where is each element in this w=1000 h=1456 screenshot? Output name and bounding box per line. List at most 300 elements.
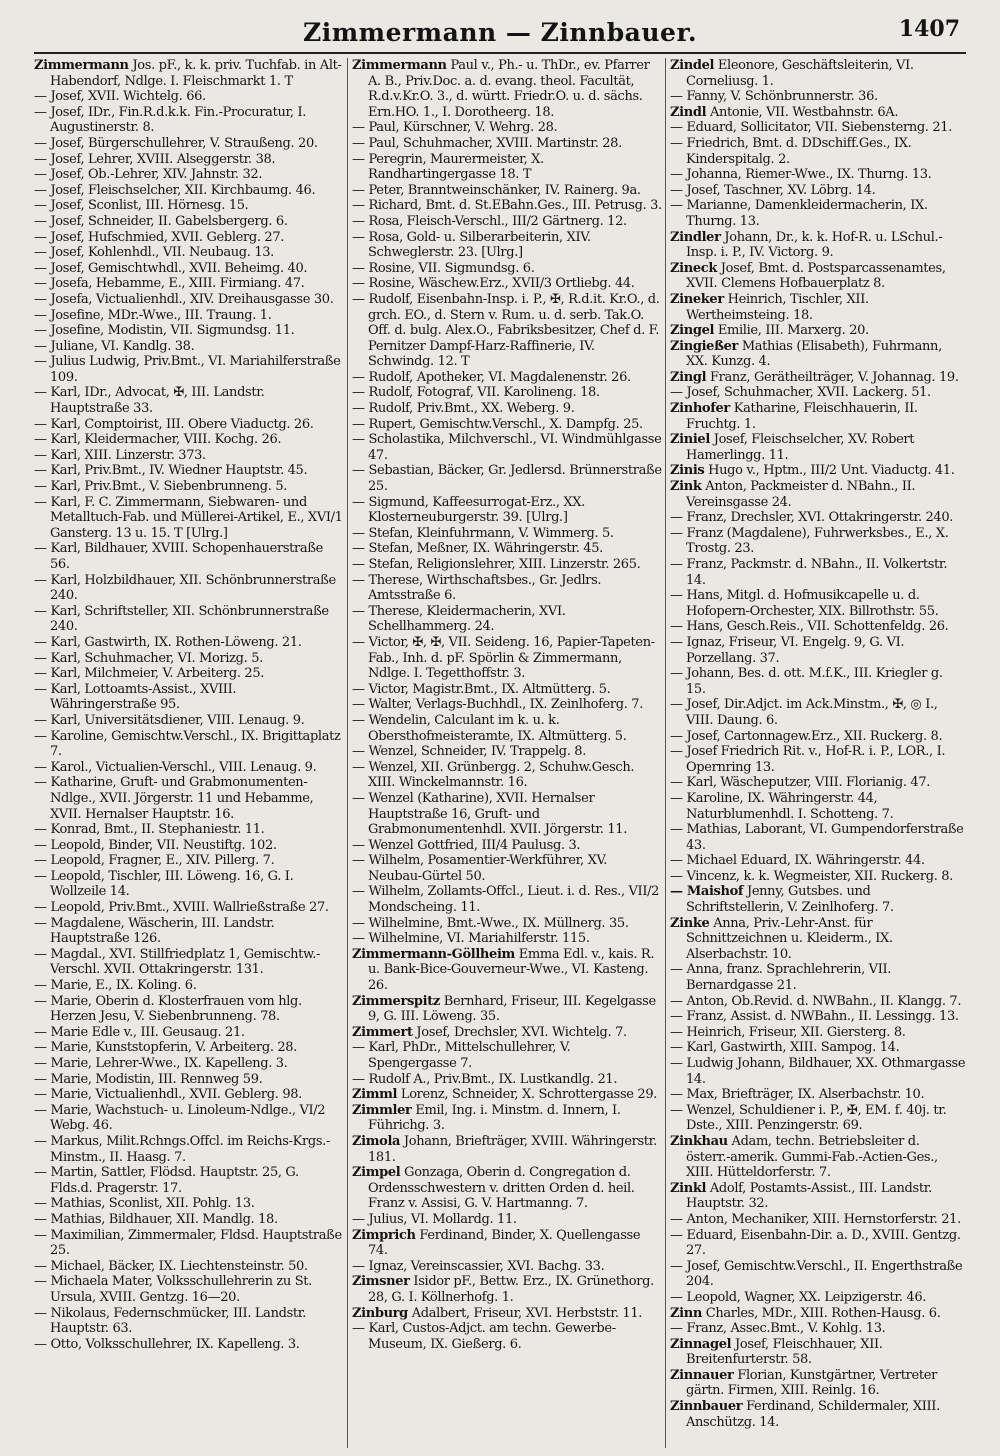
directory-entry xyxy=(352,1212,662,1228)
entry-text: Karl, Priv.Bmt., V. Siebenbrunneng. 5. xyxy=(50,479,288,495)
directory-entry xyxy=(34,1072,344,1088)
directory-entry xyxy=(352,495,662,526)
directory-entry xyxy=(670,1087,966,1103)
entry-text: Karl, IDr., Advocat, ✠, III. Landstr. Hauptstraße 33. xyxy=(50,385,265,417)
directory-entry xyxy=(670,916,966,963)
directory-entry xyxy=(670,198,966,229)
directory-entry xyxy=(34,323,344,339)
entry-ditto-dash: — xyxy=(34,1305,51,1321)
entry-text: Peregrin, Maurermeister, X. Randhartingergasse 18. T xyxy=(368,151,544,183)
directory-entry xyxy=(670,58,966,89)
entry-ditto-dash: — xyxy=(670,167,687,183)
entry-text: Josef, Kohlenhdl., VII. Neubaug. 13. xyxy=(50,245,274,261)
entry-text: Adam, techn. Betriebsleiter d. österr.-amerik. Gummi-Fab.-Actien-Ges., XIII. Hütteldorferstr. 7. xyxy=(686,1133,938,1181)
directory-entry xyxy=(352,370,662,386)
directory-entry xyxy=(34,167,344,183)
entry-text: Antonie, VII. Westbahnstr. 6A. xyxy=(706,104,899,120)
entry-text: Karoline, Gemischtw.Verschl., IX. Brigittaplatz 7. xyxy=(50,728,341,760)
directory-entry xyxy=(34,822,344,838)
entry-text: Therese, Kleidermacherin, XVI. Schellhammerg. 24. xyxy=(368,603,566,635)
entry-text: Leopold, Fragner, E., XIV. Pillerg. 7. xyxy=(50,853,275,869)
entry-text: Magdalene, Wäscherin, III. Landstr. Hauptstraße 126. xyxy=(50,915,275,947)
entry-ditto-dash: — xyxy=(670,1009,687,1025)
entry-surname: Ziniel xyxy=(670,432,710,448)
entry-text: Adolf, Postamts-Assist., III. Landstr. Hauptstr. 32. xyxy=(686,1180,932,1212)
entry-text: Julius, VI. Mollardg. 11. xyxy=(368,1211,517,1227)
directory-entry xyxy=(34,58,344,89)
directory-entry xyxy=(670,136,966,167)
directory-entry xyxy=(352,744,662,760)
entry-text: Josef, Fleischselcher, XV. Robert Hamerlingg. 11. xyxy=(686,432,915,463)
column-2 xyxy=(352,58,662,1448)
entry-ditto-dash: — xyxy=(34,104,51,120)
directory-entry xyxy=(670,1103,966,1134)
entry-text: Juliane, VI. Kandlg. 38. xyxy=(50,338,195,354)
directory-entry xyxy=(670,432,966,463)
entry-ditto-dash: — xyxy=(352,1040,369,1056)
entry-surname: Zinis xyxy=(670,463,705,479)
entry-text: Mathias (Elisabeth), Fuhrmann, XX. Kunzg. 4. xyxy=(686,338,942,370)
entry-text: Maximilian, Zimmermaler, Fldsd. Hauptstraße 25. xyxy=(50,1227,342,1259)
directory-entry xyxy=(352,635,662,682)
directory-entry xyxy=(352,276,662,292)
entry-text: Heinrich, Tischler, XII. Wertheimsteing. 18. xyxy=(686,291,869,323)
entry-ditto-dash: — xyxy=(670,1258,687,1274)
directory-entry xyxy=(352,1165,662,1212)
entry-text: Martin, Sattler, Flödsd. Hauptstr. 25, G. Flds.d. Pragerstr. 17. xyxy=(50,1165,299,1196)
entry-text: Wilhelm, Zollamts-Offcl., Lieut. i. d. Res., VII/2 Mondscheing. 11. xyxy=(368,884,660,916)
entry-surname: Zinkl xyxy=(670,1180,707,1196)
column-1 xyxy=(34,58,344,1448)
entry-ditto-dash: — xyxy=(670,1024,687,1040)
entry-ditto-dash: — xyxy=(670,1227,687,1243)
entry-ditto-dash: — xyxy=(34,946,51,962)
directory-entry xyxy=(352,604,662,635)
directory-entry xyxy=(352,573,662,604)
entry-ditto-dash: — xyxy=(34,432,51,448)
entry-text: Gonzaga, Oberin d. Congregation d. Ordensschwestern v. dritten Orden d. heil. Franz v. Assisi, G. V. Hartmanng. 7. xyxy=(368,1165,635,1212)
entry-ditto-dash: — xyxy=(34,1274,51,1290)
entry-surname: Zimmert xyxy=(352,1024,413,1040)
entry-surname: Zinhofer xyxy=(670,401,730,417)
page-number: 1407 xyxy=(898,16,960,42)
entry-ditto-dash: — xyxy=(352,525,369,541)
directory-entry xyxy=(670,526,966,557)
directory-entry xyxy=(670,1040,966,1056)
entry-ditto-dash: — xyxy=(670,1321,687,1337)
entry-text: Josef, XVII. Wichtelg. 66. xyxy=(50,89,206,105)
header-rule xyxy=(34,52,966,54)
entry-text: Mathias, Laborant, VI. Gumpendorferstraße 43. xyxy=(686,822,964,853)
entry-ditto-dash: — xyxy=(34,728,51,744)
entry-ditto-dash: — xyxy=(670,1289,687,1305)
entry-text: Karl, Universitätsdiener, VIII. Lenaug. 9. xyxy=(50,712,305,728)
entry-text: Karl, XIII. Linzerstr. 373. xyxy=(50,447,206,463)
entry-ditto-dash: — xyxy=(670,1040,687,1056)
entry-text: Emil, Ing. i. Minstm. d. Innern, I. Führichg. 3. xyxy=(368,1102,621,1134)
directory-entry xyxy=(670,479,966,510)
entry-text: Marie, Oberin d. Klosterfrauen vom hlg. Herzen Jesu, V. Siebenbrunneng. 78. xyxy=(50,993,302,1025)
directory-entry xyxy=(34,89,344,105)
entry-text: Rosine, VII. Sigmundsg. 6. xyxy=(368,260,535,276)
entry-surname: Zimola xyxy=(352,1133,401,1149)
entry-text: Emma Edl. v., kais. R. u. Bank-Bice-Gouverneur-Wwe., VI. Kasteng. 26. xyxy=(368,946,655,994)
directory-entry xyxy=(34,947,344,978)
directory-entry xyxy=(34,479,344,495)
entry-text: Karl, Priv.Bmt., IV. Wiedner Hauptstr. 45. xyxy=(50,463,308,479)
entry-text: Anna, franz. Sprachlehrerin, VII. Bernardgasse 21. xyxy=(686,962,892,994)
entry-ditto-dash: — xyxy=(352,198,369,214)
directory-entry xyxy=(670,1259,966,1290)
entry-ditto-dash: — xyxy=(352,1258,369,1274)
entry-text: Marie Edle v., III. Geusaug. 21. xyxy=(50,1024,245,1040)
directory-entry xyxy=(34,292,344,308)
entry-ditto-dash: — xyxy=(34,1087,51,1103)
entry-ditto-dash: — xyxy=(34,213,51,229)
entry-ditto-dash: — xyxy=(352,634,369,650)
entry-text: Josef, Bürgerschullehrer, V. Straußeng. 20. xyxy=(50,135,318,151)
entry-ditto-dash: — xyxy=(352,291,369,307)
entry-text: Fanny, V. Schönbrunnerstr. 36. xyxy=(686,89,878,105)
entry-text: Karl, Schriftsteller, XII. Schönbrunnerstraße 240. xyxy=(50,603,329,635)
entry-text: Leopold, Priv.Bmt., XVIII. Wallrießstraße 27. xyxy=(50,900,329,916)
entry-text: Josef, Schuhmacher, XVII. Lackerg. 51. xyxy=(686,385,931,401)
directory-entry xyxy=(352,853,662,884)
entry-ditto-dash: — xyxy=(670,1087,687,1103)
entry-ditto-dash: — xyxy=(352,884,369,900)
directory-entry xyxy=(34,198,344,214)
page-header xyxy=(0,14,1000,50)
entry-text: Stefan, Religionslehrer, XIII. Linzerstr. 265. xyxy=(368,557,641,572)
directory-entry xyxy=(352,1259,662,1275)
directory-entry xyxy=(352,432,662,463)
entry-ditto-dash: — xyxy=(34,759,51,775)
entry-text: Stefan, Meßner, IX. Währingerstr. 45. xyxy=(368,541,603,557)
column-divider xyxy=(665,58,666,1448)
directory-entry xyxy=(34,1025,344,1041)
entry-ditto-dash: — xyxy=(670,790,687,806)
entry-text: Anna, Priv.-Lehr-Anst. für Schnittzeichnen u. Kleiderm., IX. Alserbachstr. 10. xyxy=(686,915,893,962)
directory-entry xyxy=(352,385,662,401)
entry-ditto-dash: — xyxy=(34,89,51,105)
directory-entry xyxy=(34,463,344,479)
entry-text: Isidor pF., Bettw. Erz., IX. Grünethorg. 28, G. I. Köllnerhofg. 1. xyxy=(368,1274,654,1305)
directory-entry xyxy=(34,230,344,246)
entry-text: Victor, ✠, ✠, VII. Seideng. 16, Papier-Tapeten-Fab., Inh. d. pF. Spörlin & Zimmermann, Ndlge. I. Tegetthoffstr. 3. xyxy=(368,634,655,682)
entry-text: Wenzel Gottfried, III/4 Paulusg. 3. xyxy=(368,837,581,853)
entry-ditto-dash: — xyxy=(34,978,51,994)
directory-entry xyxy=(670,510,966,526)
directory-entry xyxy=(34,541,344,572)
entry-ditto-dash: — xyxy=(352,260,369,276)
entry-ditto-dash: — xyxy=(352,712,369,728)
entry-text: Florian, Kunstgärtner, Vertreter gärtn. Firmen, XIII. Reinlg. 16. xyxy=(686,1367,937,1399)
entry-ditto-dash: — xyxy=(352,135,369,151)
entry-text: Nikolaus, Federnschmücker, III. Landstr. Hauptstr. 63. xyxy=(50,1305,306,1337)
directory-entry xyxy=(34,838,344,854)
entry-text: Charles, MDr., XIII. Rothen-Hausg. 6. xyxy=(701,1305,941,1321)
directory-entry xyxy=(34,1212,344,1228)
entry-text: Marie, Victualienhdl., XVII. Geblerg. 98. xyxy=(50,1087,302,1103)
directory-entry xyxy=(34,1228,344,1259)
entry-surname: Zimmermann xyxy=(34,58,129,73)
entry-text: Hugo v., Hptm., III/2 Unt. Viaductg. 41. xyxy=(704,463,955,479)
directory-entry xyxy=(34,760,344,776)
entry-ditto-dash: — xyxy=(352,915,369,931)
directory-entry xyxy=(34,261,344,277)
entry-text: Karl, F. C. Zimmermann, Siebwaren- und Metalltuch-Fab. und Müllerei-Artikel, E., XVI/1 Gansterg. 13 u. 15. T [Ulrg.] xyxy=(50,494,343,541)
directory-entry xyxy=(34,994,344,1025)
entry-ditto-dash: — xyxy=(352,229,369,245)
directory-entry xyxy=(352,1228,662,1259)
directory-entry xyxy=(352,58,662,120)
entry-text: Ignaz, Friseur, VI. Engelg. 9, G. VI. Porzellang. 37. xyxy=(686,634,905,666)
entry-surname: Zingießer xyxy=(670,338,739,354)
entry-text: Josefine, MDr.-Wwe., III. Traung. 1. xyxy=(50,307,272,323)
entry-text: Leopold, Tischler, III. Löweng. 16, G. I. Wollzeile 14. xyxy=(50,868,294,900)
entry-ditto-dash: — xyxy=(352,790,369,806)
directory-entry xyxy=(34,339,344,355)
entry-text: Josefine, Modistin, VII. Sigmundsg. 11. xyxy=(50,323,295,339)
entry-ditto-dash: — xyxy=(352,572,369,588)
entry-text: Richard, Bmt. d. St.EBahn.Ges., III. Petrusg. 3. xyxy=(368,198,662,214)
entry-text: Karl, Custos-Adjct. am techn. Gewerbe-Museum, IX. Gießerg. 6. xyxy=(368,1321,616,1352)
directory-entry xyxy=(34,900,344,916)
entry-text: Rosa, Fleisch-Verschl., III/2 Gärtnerg. 12. xyxy=(368,213,627,229)
entry-ditto-dash: — xyxy=(34,1165,51,1181)
entry-ditto-dash: — xyxy=(34,822,51,838)
directory-entry xyxy=(34,1196,344,1212)
entry-text: Bernhard, Friseur, III. Kegelgasse 9, G. III. Löweng. 35. xyxy=(368,993,656,1025)
entry-text: Karoline, IX. Währingerstr. 44, Naturblumenhdl. I. Schotteng. 7. xyxy=(686,790,894,822)
entry-surname: Zingl xyxy=(670,369,707,385)
entry-surname: Zindl xyxy=(670,104,707,120)
entry-text: Karl, Gastwirth, XIII. Sampog. 14. xyxy=(686,1040,900,1056)
entry-ditto-dash: — xyxy=(34,245,51,261)
entry-text: Konrad, Bmt., II. Stephaniestr. 11. xyxy=(50,822,265,838)
directory-entry xyxy=(670,401,966,432)
entry-ditto-dash: — xyxy=(670,744,687,760)
entry-ditto-dash: — xyxy=(670,182,687,198)
entry-text: Josef, Gemischtw.Verschl., II. Engerthstraße 204. xyxy=(686,1258,963,1290)
entry-text: Josef, Taschner, XV. Löbrg. 14. xyxy=(686,182,876,198)
directory-entry xyxy=(670,853,966,869)
entry-surname: Zimmermann-Göllheim xyxy=(352,946,515,962)
entry-surname: Zimmerspitz xyxy=(352,993,440,1009)
entry-text: Lorenz, Schneider, X. Schrottergasse 29. xyxy=(397,1087,658,1103)
entry-surname: Zindel xyxy=(670,58,715,73)
directory-entry xyxy=(34,432,344,448)
entry-text: Eleonore, Geschäftsleiterin, VI. Corneliusg. 1. xyxy=(686,58,914,89)
directory-entry xyxy=(352,713,662,744)
directory-entry xyxy=(670,697,966,728)
entry-text: Friedrich, Bmt. d. DDschiff.Ges., IX. Kinderspitalg. 2. xyxy=(686,135,912,167)
entry-ditto-dash: — xyxy=(670,135,687,151)
directory-entry xyxy=(670,557,966,588)
entry-text: Anton, Mechaniker, XIII. Hernstorferstr. 21. xyxy=(686,1211,961,1227)
entry-text: Karl, Kleidermacher, VIII. Kochg. 26. xyxy=(50,432,282,448)
entry-text: Franz, Assec.Bmt., V. Kohlg. 13. xyxy=(686,1321,886,1337)
entry-ditto-dash: — xyxy=(34,182,51,198)
entry-ditto-dash: — xyxy=(670,557,687,572)
entry-text: Marie, Wachstuch- u. Linoleum-Ndlge., VI/2 Webg. 46. xyxy=(50,1102,326,1134)
directory-entry xyxy=(34,183,344,199)
entry-ditto-dash: — xyxy=(34,1056,51,1071)
entry-surname: Zink xyxy=(670,479,702,495)
entry-surname: Zinnbauer xyxy=(670,1399,743,1415)
entry-text: Hans, Mitgl. d. Hofmusikcapelle u. d. Hofopern-Orchester, XIX. Billrothstr. 55. xyxy=(686,588,939,619)
entry-text: Rudolf, Eisenbahn-Insp. i. P., ✠, R.d.it. Kr.O., d. grch. EO., d. Stern v. Rum. u. d. serb. Tak.O. Off. d. bulg. Alex.O., Fabriksbesitzer, Chef d. F. Pernitzer Dampf-Harz-Raffinerie, IV. Schwindg. 12. T xyxy=(368,291,660,370)
directory-entry xyxy=(670,1025,966,1041)
directory-entry xyxy=(34,136,344,152)
entry-surname: — Maishof xyxy=(670,884,744,900)
entry-text: Marie, E., IX. Koling. 6. xyxy=(50,978,197,994)
directory-entry xyxy=(670,1212,966,1228)
entry-ditto-dash: — xyxy=(34,775,51,791)
entry-ditto-dash: — xyxy=(352,416,369,432)
directory-entry xyxy=(670,869,966,885)
directory-entry xyxy=(352,682,662,698)
directory-entry xyxy=(34,214,344,230)
entry-text: Wenzel, Schneider, IV. Trappelg. 8. xyxy=(368,744,587,760)
entry-ditto-dash: — xyxy=(352,759,369,775)
directory-entry xyxy=(34,713,344,729)
entry-text: Paul, Schuhmacher, XVIII. Martinstr. 28. xyxy=(368,135,622,151)
directory-entry xyxy=(670,619,966,635)
directory-entry xyxy=(670,1337,966,1368)
entry-ditto-dash: — xyxy=(34,1211,51,1227)
entry-surname: Zinke xyxy=(670,915,710,931)
entry-text: Wilhelmine, Bmt.-Wwe., IX. Müllnerg. 35. xyxy=(368,915,629,931)
entry-ditto-dash: — xyxy=(34,307,51,323)
directory-entry xyxy=(670,729,966,745)
directory-entry xyxy=(352,136,662,152)
directory-entry xyxy=(34,1337,344,1353)
entry-ditto-dash: — xyxy=(34,385,51,401)
entry-text: Wenzel, XII. Grünbergg. 2, Schuhw.Gesch. XIII. Winckelmannstr. 16. xyxy=(368,759,635,791)
entry-text: Marie, Lehrer-Wwe., IX. Kapelleng. 3. xyxy=(50,1056,288,1071)
directory-entry xyxy=(34,853,344,869)
directory-entry xyxy=(352,261,662,277)
entry-text: Mathias, Sconlist, XII. Pohlg. 13. xyxy=(50,1196,255,1212)
directory-entry xyxy=(34,666,344,682)
directory-entry xyxy=(352,1040,662,1071)
entry-surname: Zinnagel xyxy=(670,1336,732,1352)
entry-surname: Zimsner xyxy=(352,1274,410,1290)
directory-entry xyxy=(34,916,344,947)
entry-surname: Zimmermann xyxy=(352,58,447,73)
entry-ditto-dash: — xyxy=(34,1040,51,1056)
entry-ditto-dash: — xyxy=(670,666,687,682)
entry-surname: Zingel xyxy=(670,323,715,339)
directory-entry xyxy=(670,791,966,822)
entry-ditto-dash: — xyxy=(34,276,51,292)
entry-ditto-dash: — xyxy=(34,229,51,245)
columns xyxy=(34,58,966,1448)
entry-text: Marie, Kunststopferin, V. Arbeiterg. 28. xyxy=(50,1040,298,1056)
entry-ditto-dash: — xyxy=(34,853,51,869)
directory-entry xyxy=(352,1072,662,1088)
entry-text: Franz, Assist. d. NWBahn., II. Lessingg. 13. xyxy=(686,1009,959,1025)
entry-text: Rupert, Gemischtw.Verschl., X. Dampfg. 25. xyxy=(368,416,643,432)
entry-text: Josef, Fleischhauer, XII. Breitenfurterstr. 58. xyxy=(686,1336,883,1368)
directory-entry xyxy=(34,448,344,464)
entry-text: Karl, Lottoamts-Assist., XVIII. Währingerstraße 95. xyxy=(50,681,237,713)
directory-entry xyxy=(34,1056,344,1072)
entry-text: Karl, Wäscheputzer, VIII. Florianig. 47. xyxy=(686,775,931,791)
directory-entry xyxy=(352,947,662,994)
entry-ditto-dash: — xyxy=(670,525,687,541)
directory-entry xyxy=(670,1009,966,1025)
directory-entry xyxy=(352,916,662,932)
entry-ditto-dash: — xyxy=(352,432,369,448)
directory-entry xyxy=(352,1321,662,1352)
entry-text: Josefa, Hebamme, E., XIII. Firmiang. 47. xyxy=(50,276,305,292)
entry-text: Sigmund, Kaffeesurrogat-Erz., XX. Klosterneuburgerstr. 39. [Ulrg.] xyxy=(368,494,585,526)
entry-ditto-dash: — xyxy=(34,1071,51,1087)
entry-ditto-dash: — xyxy=(352,681,369,697)
directory-entry xyxy=(670,744,966,775)
directory-entry xyxy=(670,994,966,1010)
entry-ditto-dash: — xyxy=(34,338,51,354)
entry-ditto-dash: — xyxy=(34,1024,51,1040)
entry-ditto-dash: — xyxy=(34,603,51,619)
directory-entry xyxy=(352,1274,662,1305)
entry-text: Johann, Bes. d. ott. M.f.K., III. Kriegler g. 15. xyxy=(686,666,943,697)
directory-entry xyxy=(670,120,966,136)
directory-entry xyxy=(34,385,344,416)
entry-ditto-dash: — xyxy=(34,447,51,463)
entry-text: Wenzel (Katharine), XVII. Hernalser Hauptstraße 16, Gruft- und Grabmonumentenhdl. XVII. Jörgerstr. 11. xyxy=(368,790,628,838)
directory-entry xyxy=(34,105,344,136)
directory-entry xyxy=(670,292,966,323)
entry-text: Ignaz, Vereinscassier, XVI. Bachg. 33. xyxy=(368,1258,605,1274)
directory-entry xyxy=(34,1103,344,1134)
entry-ditto-dash: — xyxy=(34,900,51,916)
entry-ditto-dash: — xyxy=(352,853,369,869)
directory-entry xyxy=(34,1306,344,1337)
entry-text: Marianne, Damenkleidermacherin, IX. Thurng. 13. xyxy=(686,198,928,229)
directory-entry xyxy=(34,1040,344,1056)
directory-entry xyxy=(670,666,966,697)
directory-entry xyxy=(34,245,344,261)
entry-text: Josef, Hufschmied, XVII. Geblerg. 27. xyxy=(50,229,285,245)
entry-ditto-dash: — xyxy=(670,993,687,1009)
entry-text: Leopold, Wagner, XX. Leipzigerstr. 46. xyxy=(686,1289,927,1305)
entry-ditto-dash: — xyxy=(34,1196,51,1212)
entry-text: Karol., Victualien-Verschl., VIII. Lenaug. 9. xyxy=(50,759,317,775)
directory-entry xyxy=(352,760,662,791)
entry-text: Rosine, Wäschew.Erz., XVII/3 Ortliebg. 44. xyxy=(368,276,635,292)
entry-text: Josef, Bmt. d. Postsparcassenamtes, XVII. Clemens Hofbauerplatz 8. xyxy=(686,260,946,292)
entry-ditto-dash: — xyxy=(670,697,687,713)
entry-ditto-dash: — xyxy=(670,728,687,744)
entry-ditto-dash: — xyxy=(34,681,51,697)
entry-text: Michael, Bäcker, IX. Liechtensteinstr. 50. xyxy=(50,1258,308,1274)
directory-entry xyxy=(670,1181,966,1212)
entry-ditto-dash: — xyxy=(352,557,369,572)
entry-ditto-dash: — xyxy=(670,853,687,869)
entry-surname: Zinnauer xyxy=(670,1367,734,1383)
directory-entry xyxy=(34,1274,344,1305)
entry-text: Ludwig Johann, Bildhauer, XX. Othmargasse 14. xyxy=(686,1056,966,1087)
entry-text: Josef, Schneider, II. Gabelsbergerg. 6. xyxy=(50,213,288,229)
entry-text: Jenny, Gutsbes. und Schriftstellerin, V. Zeinlhoferg. 7. xyxy=(686,884,894,916)
entry-text: Karl, PhDr., Mittelschullehrer, V. Spengergasse 7. xyxy=(368,1040,571,1071)
directory-entry xyxy=(352,931,662,947)
entry-ditto-dash: — xyxy=(352,276,369,292)
directory-entry xyxy=(670,230,966,261)
